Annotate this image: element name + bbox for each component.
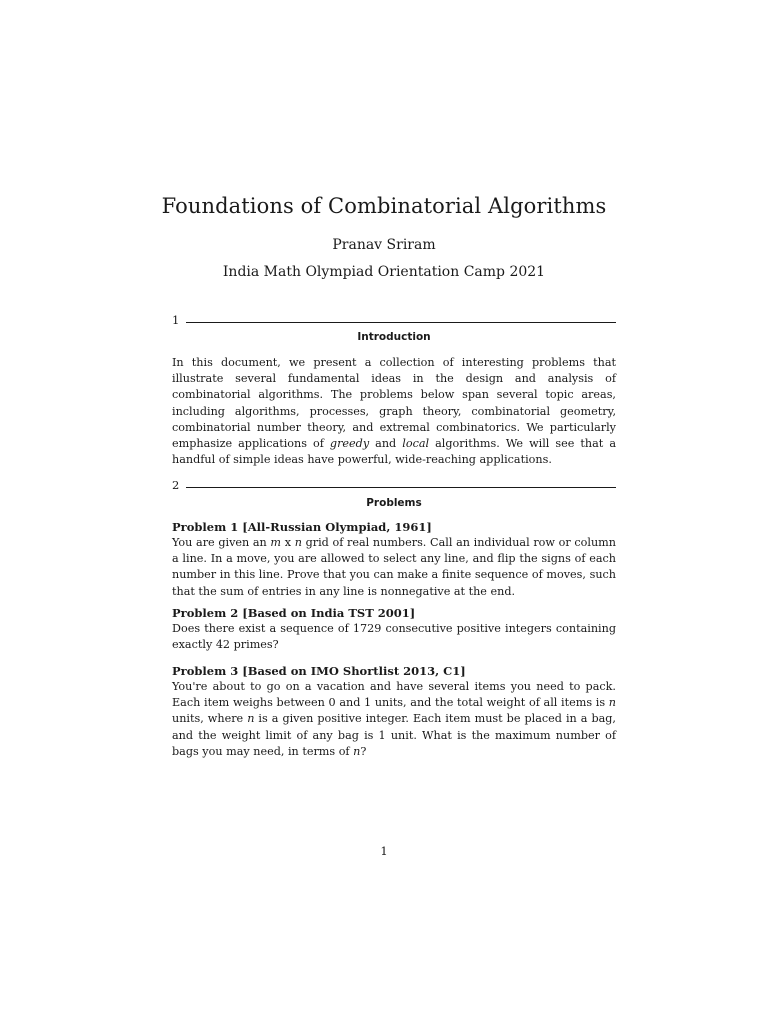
intro-text: and (369, 437, 403, 451)
intro-text: In this document, we present a collection of interesting problems that illustrate several fundamental ideas in the design and analysis of combinatorial algorithms. The problems below span several topic areas, including algorithms, processes, graph theory, combinatorial geometry, combinatorial number theory, and extremal combinatorics. We particularly emphasize applications of (172, 356, 616, 451)
event-name: India Math Olympiad Orientation Camp 2021 (222, 264, 546, 280)
section-heading-introduction: Introduction (357, 331, 431, 343)
author-name: Pranav Sriram (332, 237, 436, 253)
problem-1-title: Problem 1 [All-Russian Olympiad, 1961] (172, 520, 432, 534)
math-variable: n (294, 536, 302, 549)
math-variable: n (608, 696, 616, 710)
section-heading-problems: Problems (366, 497, 422, 509)
emphasis-greedy: greedy (329, 437, 370, 451)
section-divider (186, 487, 616, 488)
section-2-rule (172, 478, 616, 492)
problem-text: You are given an (172, 536, 271, 549)
problem-1-text (172, 535, 616, 600)
section-number: 1 (172, 313, 180, 327)
problem-3-title: Problem 3 [Based on IMO Shortlist 2013, C1] (172, 664, 466, 678)
problem-2-text: Does there exist a sequence of 1729 consecutive positive integers containing exactly 42 primes? (172, 622, 616, 652)
problem-text: grid of real numbers. Call an individual row or column a line. In a move, you are allowed to select any line, and flip the signs of each number in this line. Prove that you can make a finite sequence of moves, such that the sum of entries in any line is nonnegative at the end. (172, 536, 616, 598)
math-variable: n (353, 744, 361, 758)
math-variable: m (270, 536, 282, 549)
section-1-rule (172, 313, 616, 327)
problem-text: units, where (172, 712, 248, 726)
section-number: 2 (172, 478, 180, 492)
intro-text: algorithms. We will see that a handful of simple ideas have powerful, wide-reaching applications. (172, 437, 616, 467)
math-variable: n (247, 712, 255, 726)
document-title: Foundations of Combinatorial Algorithms (161, 194, 607, 218)
problem-text: You're about to go on a vacation and have several items you need to pack. Each item weighs between 0 and 1 units, and the total weight of all items is (172, 680, 616, 710)
emphasis-local: local (402, 437, 430, 451)
problem-text: ? (360, 744, 367, 758)
section-divider (186, 322, 616, 323)
problem-3-text (172, 679, 616, 760)
problem-2-title: Problem 2 [Based on India TST 2001] (172, 606, 416, 620)
problem-text: is a given positive integer. Each item must be placed in a bag, and the weight limit of any bag is 1 unit. What is the maximum number of bags you may need, in terms of (172, 712, 616, 758)
page-number: 1 (380, 844, 388, 858)
intro-paragraph (172, 355, 616, 468)
problem-text: x (281, 536, 295, 549)
